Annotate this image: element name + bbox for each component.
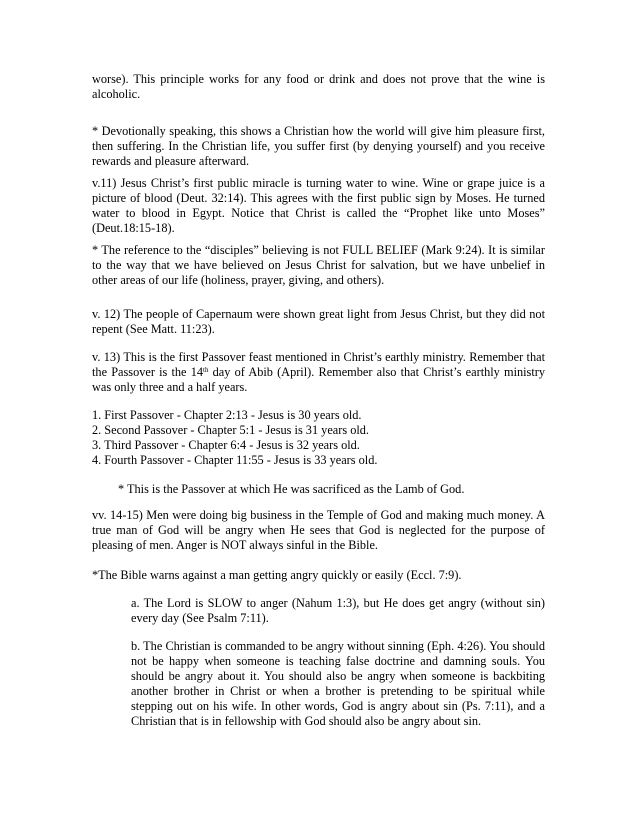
paragraph-disciples-belief: * The reference to the “disciples” believing is not FULL BELIEF (Mark 9:24). It is similar to the way that we have believed on Jesus Christ for salvation, but we have unbelief in other areas of our life (holiness, prayer, giving, and others). xyxy=(92,243,545,287)
paragraph-verses-14-15: vv. 14-15) Men were doing big business in the Temple of God and making much money. A true man of God will be angry when He sees that God is neglected for the purpose of pleasing of men. Anger is NOT always sinful in the Bible. xyxy=(92,508,545,552)
paragraph-verse-11: v.11) Jesus Christ’s first public miracle is turning water to wine. Wine or grape juice is a picture of blood (Deut. 32:14). This agrees with the first public sign by Moses. He turned water to blood in Egypt. Notice that Christ is called the “Prophet like unto Moses” (Deut.18:15-18). xyxy=(92,176,545,235)
list-item: 3. Third Passover - Chapter 6:4 - Jesus is 32 years old. xyxy=(92,438,360,452)
list-item: 2. Second Passover - Chapter 5:1 - Jesus is 31 years old. xyxy=(92,423,369,437)
verse-13-text-end: day of Abib (April). Remember also that Christ’s earthly ministry was only three and a half years. xyxy=(92,365,545,394)
list-item: 4. Fourth Passover - Chapter 11:55 - Jesus is 33 years old. xyxy=(92,453,378,467)
ordinal-superscript: th xyxy=(203,366,209,374)
subpoint-a: a. The Lord is SLOW to anger (Nahum 1:3), but He does get angry (without sin) every day (See Psalm 7:11). xyxy=(131,596,545,625)
paragraph-verse-12: v. 12) The people of Capernaum were shown great light from Jesus Christ, but they did not repent (See Matt. 11:23). xyxy=(92,307,545,336)
subpoint-b: b. The Christian is commanded to be angry without sinning (Eph. 4:26). You should not be happy when someone is teaching false doctrine and damning souls. You should be angry about it. You should also be angry when someone is backbiting another brother in Christ or when a brother is pretending to be spiritual while stepping out on his wife. In other words, God is angry about sin (Ps. 7:11), and a Christian that is in fellowship with God should also be angry about sin. xyxy=(131,639,545,728)
paragraph-verse-13 xyxy=(92,350,545,395)
paragraph-wine-principle: worse). This principle works for any food or drink and does not prove that the wine is alcoholic. xyxy=(92,72,545,101)
paragraph-devotional-note: * Devotionally speaking, this shows a Christian how the world will give him pleasure first, then suffering. In the Christian life, you suffer first (by denying yourself) and you receive rewards and pleasure afterward. xyxy=(92,124,545,168)
list-item: 1. First Passover - Chapter 2:13 - Jesus is 30 years old. xyxy=(92,408,362,422)
passover-list xyxy=(92,408,545,468)
passover-lamb-note: * This is the Passover at which He was sacrificed as the Lamb of God. xyxy=(118,482,465,496)
paragraph-anger-warning: *The Bible warns against a man getting angry quickly or easily (Eccl. 7:9). xyxy=(92,568,462,582)
verse-13-text-start: v. 13) This is the first Passover feast mentioned in Christ’s earthly ministry. Remember that the Passover is the 14 xyxy=(92,350,545,379)
